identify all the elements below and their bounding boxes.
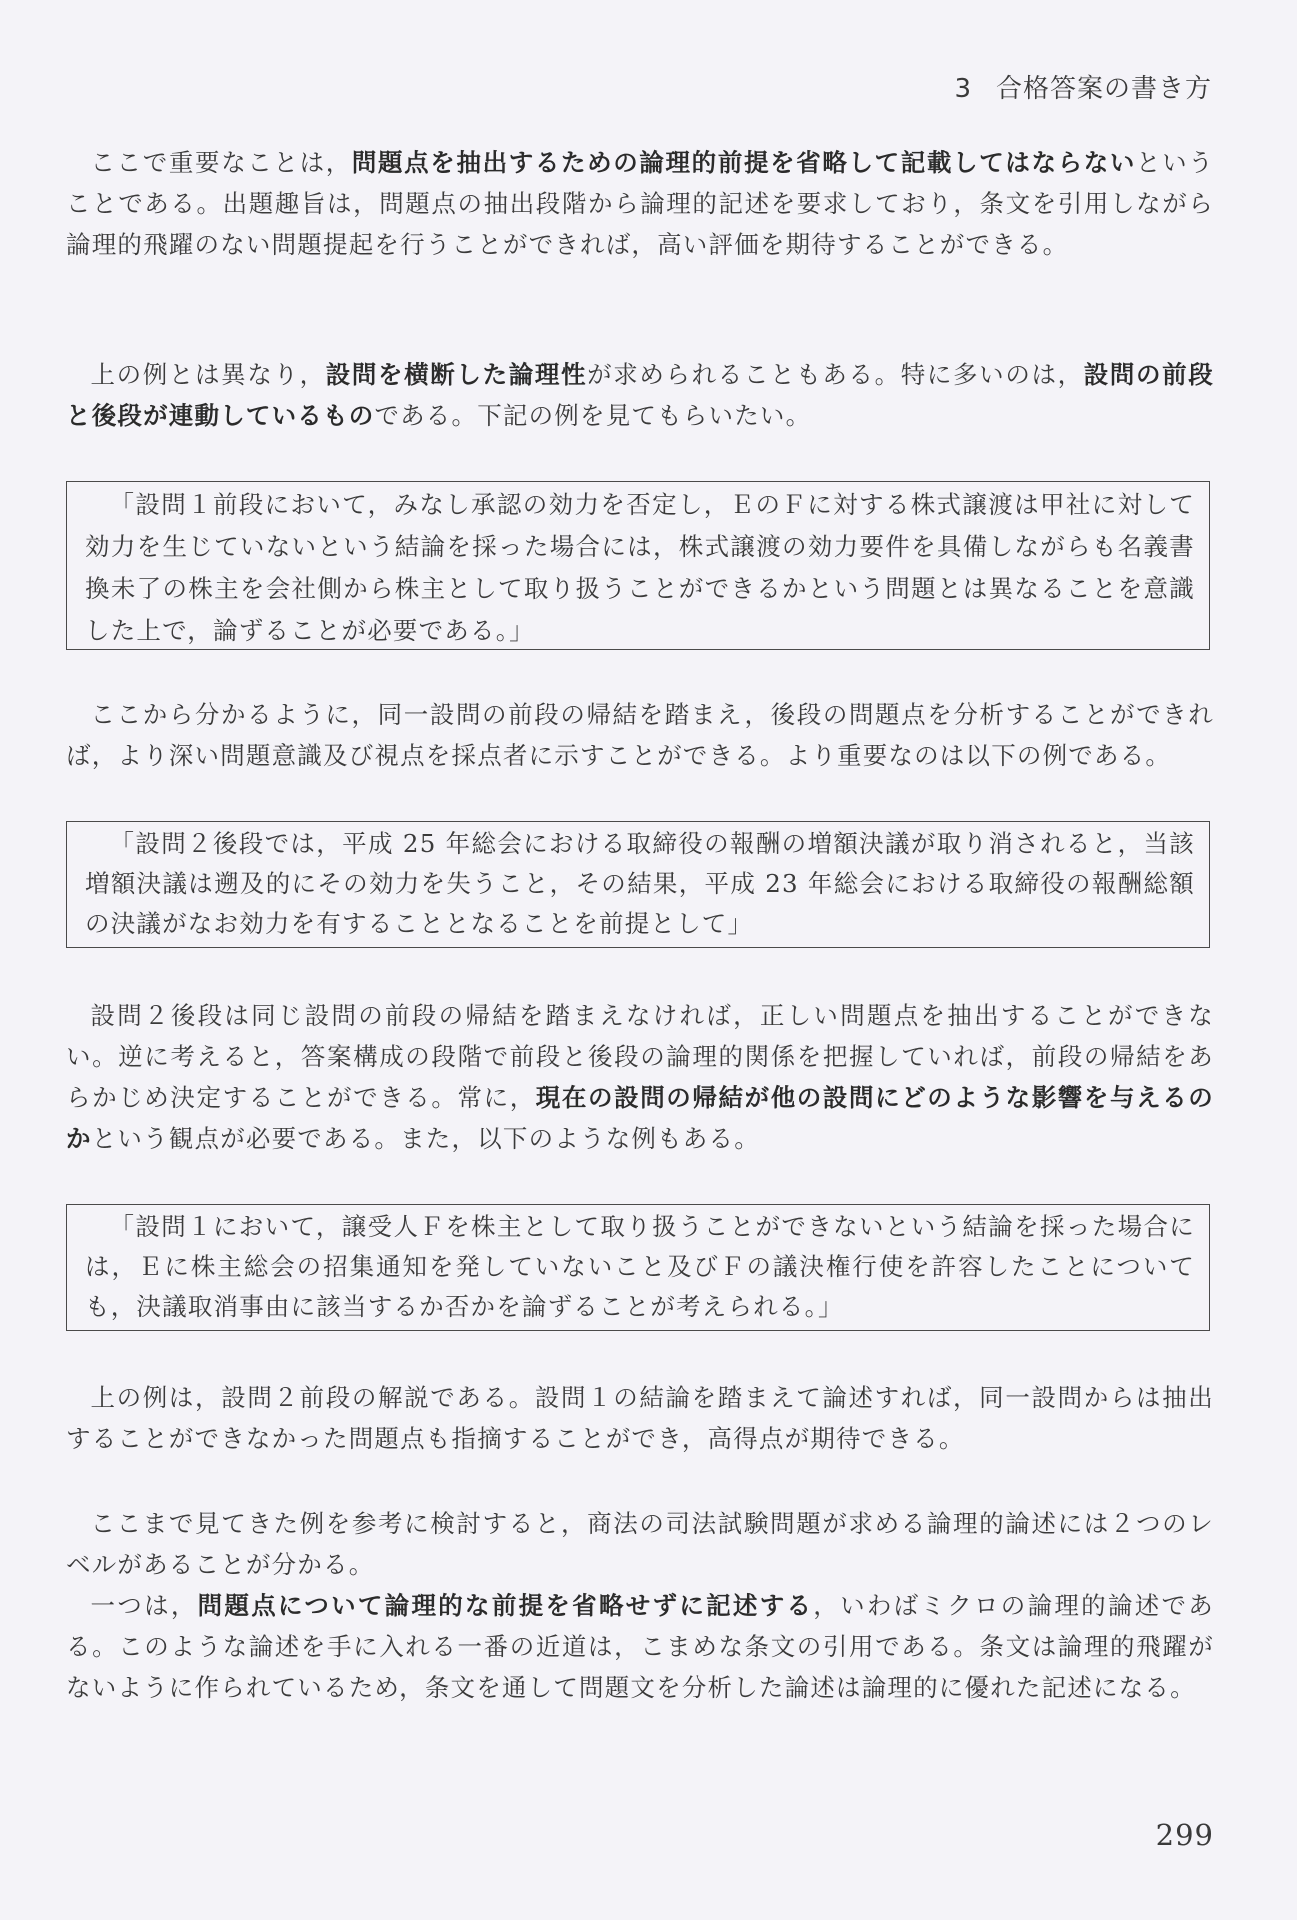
emphasis-text: 設問を横断した論理性 (325, 360, 588, 389)
paragraph-6 (66, 1503, 1214, 1585)
emphasis-text: 現在の設問の帰結が他の設問にどのような影響を与えるのか (66, 1083, 1214, 1153)
quote-text: 「設問２後段では，平成 25 年総会における取締役の報酬の増額決議が取り消されると，当該増額決議は遡及的にその効力を失うこと，その結果，平成 23 年総会における取締役の報酬総額の決議がなお効力を有することとなることを前提として」 (85, 829, 1195, 938)
quote-box-2 (66, 821, 1210, 948)
text-run: ここで重要なことは， (90, 148, 352, 177)
text-run: である。下記の例を見てもらいたい。 (374, 401, 812, 430)
text-run: ここまで見てきた例を参考に検討すると，商法の司法試験問題が求める論理的論述には２つのレベルがあることが分かる。 (66, 1509, 1214, 1579)
paragraph-1 (66, 142, 1214, 265)
quote-box-1 (66, 481, 1210, 650)
chapter-title: 合格答案の書き方 (995, 74, 1212, 104)
emphasis-text: 設問の前段と後段が連動しているもの (66, 360, 1214, 430)
page-number: 299 (1155, 1818, 1214, 1852)
quote-box-3 (66, 1204, 1210, 1331)
paragraph-4 (66, 995, 1214, 1159)
chapter-number: 3 (954, 74, 972, 104)
text-run: 設問２後段は同じ設問の前段の帰結を踏まえなければ，正しい問題点を抽出することができない。逆に考えると，答案構成の段階で前段と後段の論理的関係を把握していれば，前段の帰結をあらかじめ決定することができる。常に， (66, 1001, 1214, 1112)
text-run: 上の例とは異なり， (90, 360, 326, 389)
running-head (954, 68, 1212, 105)
text-run: が求められることもある。特に多いのは， (587, 360, 1084, 389)
quote-text: 「設問１前段において，みなし承認の効力を否定し，ＥのＦに対する株式譲渡は甲社に対して効力を生じていないという結論を採った場合には，株式譲渡の効力要件を具備しながらも名義書換未了の株主を会社側から株主として取り扱うことができるかという問題とは異なることを意識した上で，論ずることが必要である。」 (85, 490, 1195, 645)
text-run: 上の例は，設問２前段の解説である。設問１の結論を踏まえて論述すれば，同一設問からは抽出することができなかった問題点も指摘することができ，高得点が期待できる。 (66, 1383, 1214, 1453)
text-run: ということである。出題趣旨は，問題点の抽出段階から論理的記述を要求しており，条文を引用しながら論理的飛躍のない問題提起を行うことができれば，高い評価を期待することができる。 (66, 148, 1215, 259)
quote-text: 「設問１において，譲受人Ｆを株主として取り扱うことができないという結論を採った場合には，Ｅに株主総会の招集通知を発していないこと及びＦの議決権行使を許容したことについても，決議取消事由に該当するか否かを論ずることが考えられる。」 (85, 1212, 1195, 1321)
text-run: という観点が必要である。また，以下のような例もある。 (91, 1124, 760, 1153)
emphasis-text: 問題点について論理的な前提を省略せずに記述する (197, 1591, 814, 1620)
paragraph-7 (66, 1585, 1214, 1708)
paragraph-2 (66, 354, 1214, 436)
text-run: ここから分かるように，同一設問の前段の帰結を踏まえ，後段の問題点を分析することができれば，より深い問題意識及び視点を採点者に示すことができる。より重要なのは以下の例である。 (66, 700, 1214, 770)
text-run: ，いわばミクロの論理的論述である。このような論述を手に入れる一番の近道は，こまめな条文の引用である。条文は論理的飛躍がないように作られているため，条文を通して問題文を分析した論述は論理的に優れた記述になる。 (66, 1591, 1215, 1702)
paragraph-5 (66, 1377, 1214, 1459)
text-run: 一つは， (90, 1591, 198, 1620)
emphasis-text: 問題点を抽出するための論理的前提を省略して記載してはならない (351, 148, 1137, 177)
paragraph-3 (66, 694, 1214, 776)
